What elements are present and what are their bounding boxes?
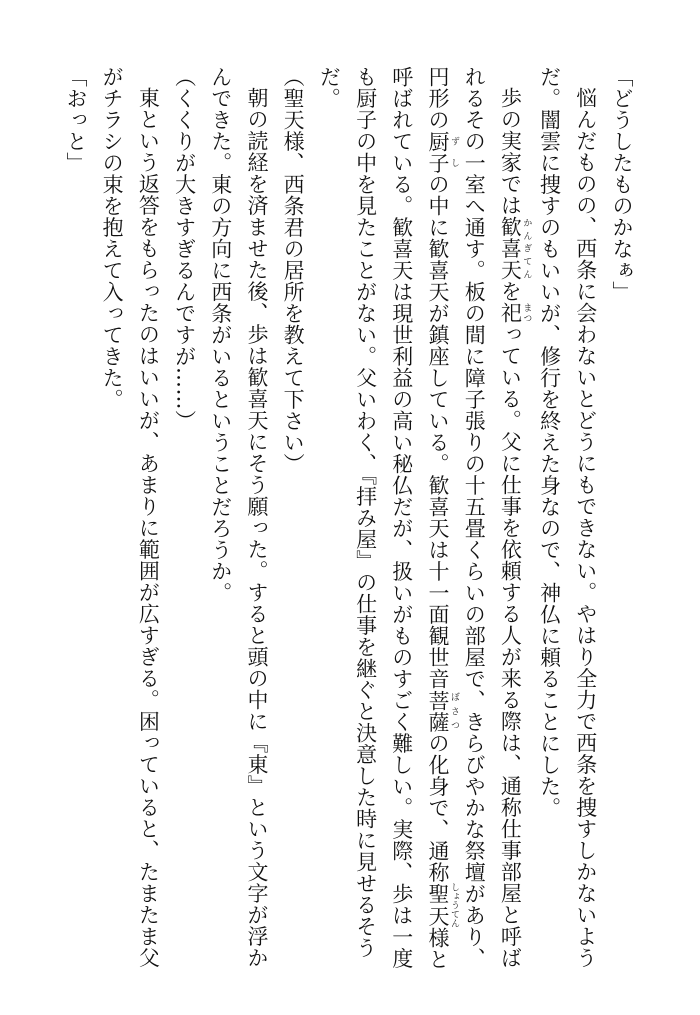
text-segment: 悩んだものの、西条に会わないとどうにもできない。やはり全力で西条を捜すしかないようだ。闇雲に捜すのもいいが、修行を終えた身なので、神仏に頼ることにした。 bbox=[537, 66, 598, 969]
ruby-annotation bbox=[498, 302, 532, 324]
text-segment: 様と呼ばれている。歓喜天は現世利益の高い秘仏だが、扱いがものすごく難しい。実際、歩は一度も厨子の中を見たことがない。父いわく、『拝み屋』の仕事を継ぐと決意した時に見せるそうだ。 bbox=[317, 66, 450, 970]
paragraph-p8 bbox=[58, 66, 94, 971]
text-segment: 「どうしたものかなぁ」 bbox=[610, 66, 634, 303]
paragraph-p4 bbox=[275, 66, 311, 971]
ruby-reading: ずし bbox=[448, 130, 459, 174]
ruby-base: 厨子 bbox=[425, 130, 450, 174]
ruby-base: 聖天 bbox=[425, 882, 450, 928]
ruby-annotation bbox=[498, 216, 532, 281]
paragraph-p7 bbox=[94, 66, 166, 971]
paragraph-p2 bbox=[531, 66, 603, 971]
text-segment: の化身で、通称 bbox=[425, 732, 450, 883]
text-segment: 歩の実家では bbox=[498, 87, 523, 216]
ruby-base: 祀 bbox=[498, 302, 523, 324]
paragraph-p5 bbox=[203, 66, 275, 971]
ruby-reading: かんぎてん bbox=[521, 216, 532, 281]
text-segment: っている。父に仕事を依頼する人が来る際は、通称仕事部屋と呼ばれるその一室へ通す。板の間に障子張りの十五畳くらいの部屋で、きらびやかな祭壇があり、円形の bbox=[425, 66, 523, 969]
text-segment: 東という返答をもらったのはいいが、あまりに範囲が広すぎる。困っていると、たまたま父がチラシの束を抱えて入ってきた。 bbox=[100, 66, 161, 969]
vertical-text-body bbox=[58, 66, 640, 971]
text-segment: を bbox=[498, 280, 523, 302]
paragraph-p1 bbox=[604, 66, 640, 971]
ruby-reading: しょうてん bbox=[448, 882, 459, 928]
ruby-annotation bbox=[425, 882, 459, 928]
text-segment: （聖天様、西条君の居所を教えて下さい） bbox=[281, 66, 306, 475]
ruby-reading: ぼさつ bbox=[448, 689, 459, 733]
ruby-base: 歓喜天 bbox=[498, 216, 523, 281]
paragraph-p3 bbox=[311, 66, 531, 971]
ruby-reading: まつ bbox=[521, 302, 532, 324]
text-segment: 朝の読経を済ませた後、歩は歓喜天にそう願った。すると頭の中に『東』という文字が浮かんできた。東の方向に西条がいるということだろうか。 bbox=[208, 66, 269, 969]
ruby-annotation bbox=[425, 130, 459, 174]
text-segment: （くくりが大きすぎるんですが……） bbox=[172, 66, 197, 432]
text-segment: の中に歓喜天が鎮座している。歓喜天は十一面観世音 bbox=[425, 173, 450, 690]
text-segment: 「おっと」 bbox=[63, 66, 88, 174]
ruby-base: 菩薩 bbox=[425, 689, 450, 733]
paragraph-p6 bbox=[166, 66, 202, 971]
ruby-annotation bbox=[425, 689, 459, 733]
